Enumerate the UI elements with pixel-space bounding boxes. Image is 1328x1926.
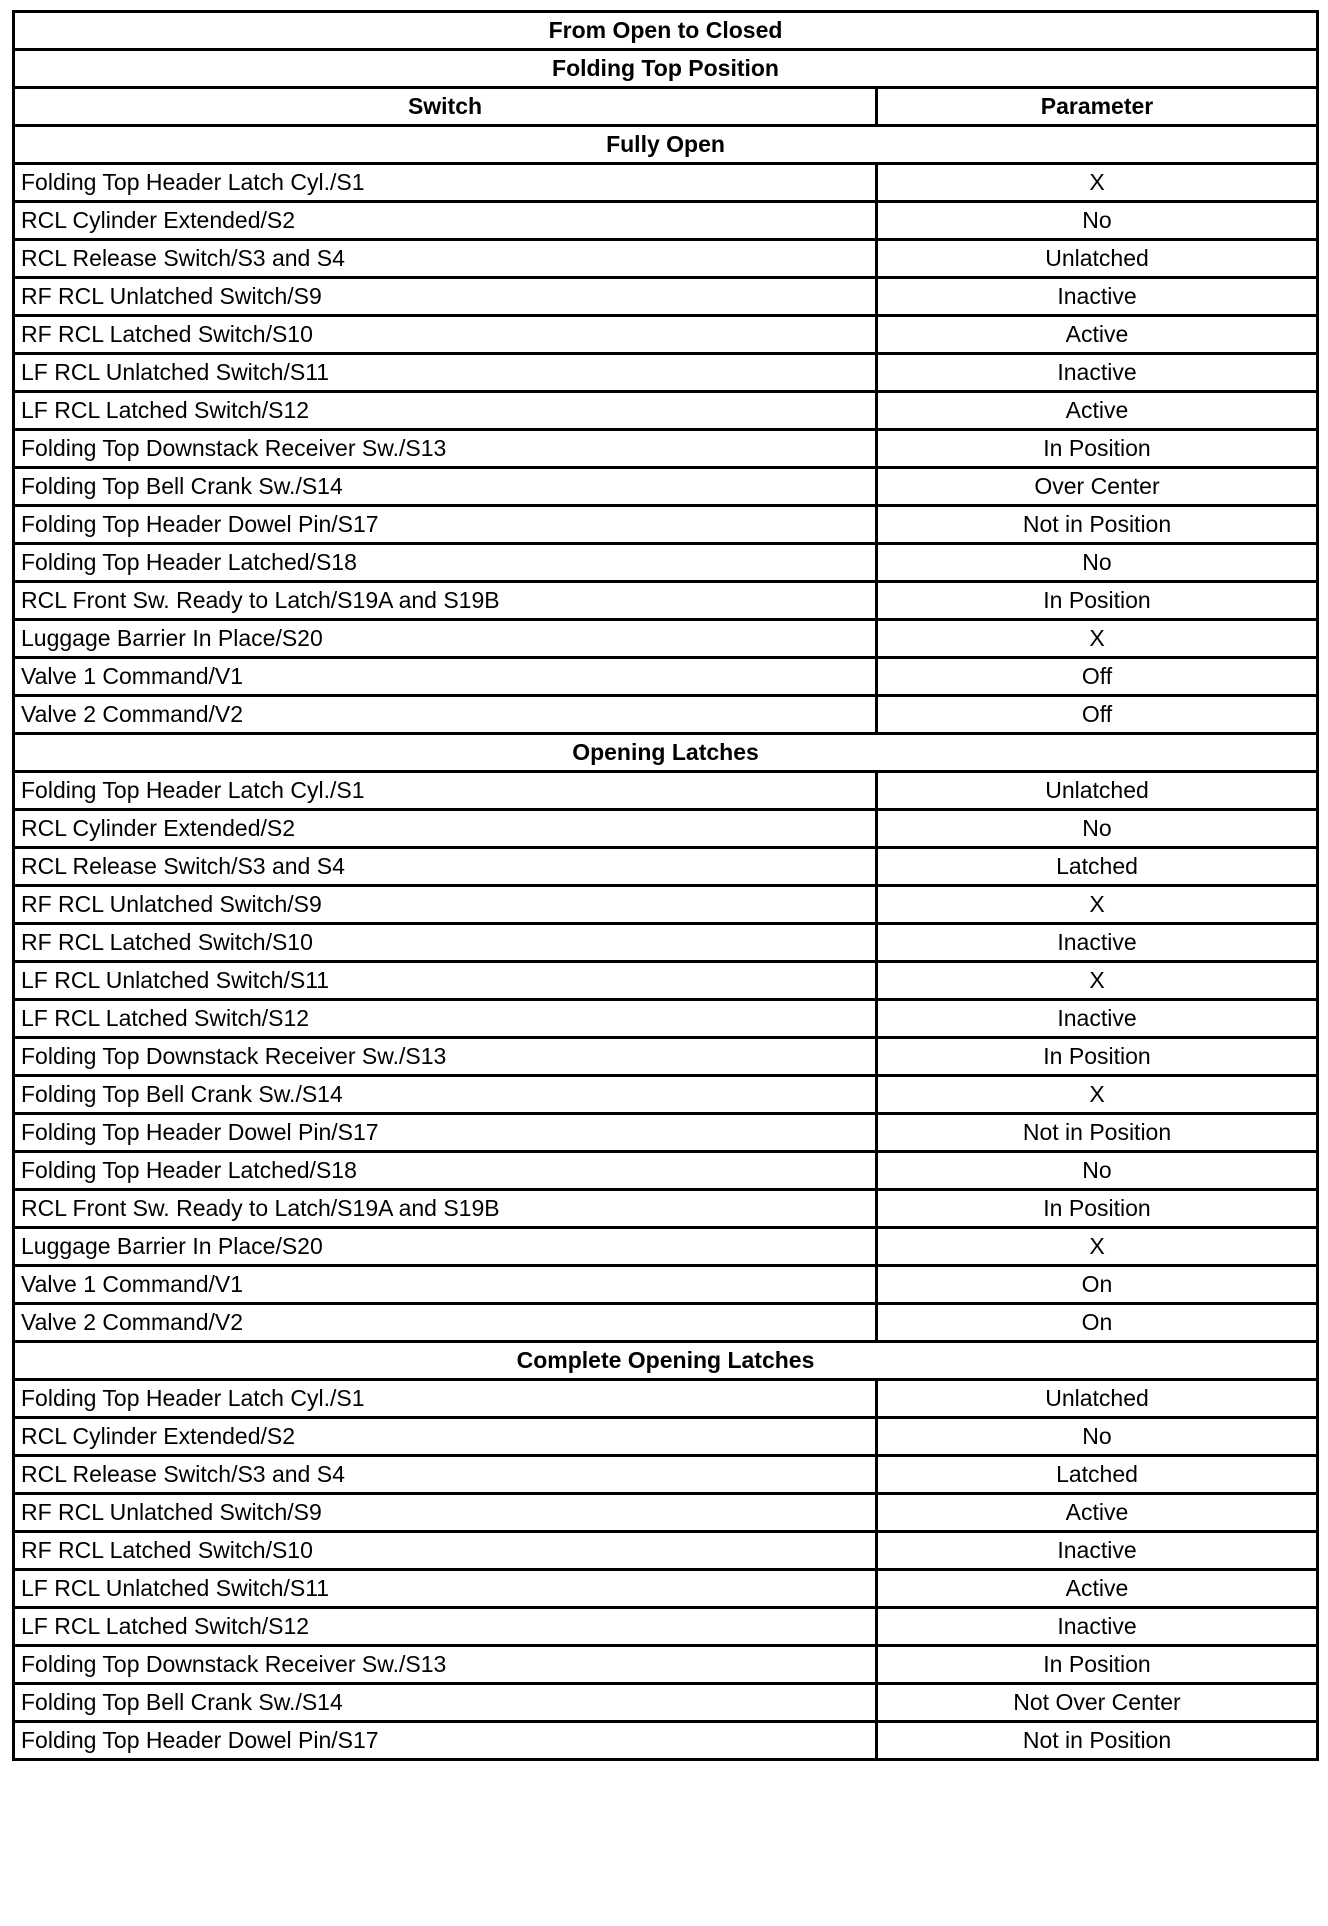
- parameter-cell: No: [877, 202, 1318, 240]
- switch-cell: RCL Cylinder Extended/S2: [14, 202, 877, 240]
- parameter-cell: X: [877, 886, 1318, 924]
- parameter-cell: Latched: [877, 848, 1318, 886]
- parameter-cell: Inactive: [877, 278, 1318, 316]
- parameter-cell: X: [877, 962, 1318, 1000]
- table-row: [14, 278, 1318, 316]
- table-row: [14, 544, 1318, 582]
- parameter-cell: Off: [877, 658, 1318, 696]
- table-row: [14, 354, 1318, 392]
- table-row: [14, 430, 1318, 468]
- switch-cell: Folding Top Header Latch Cyl./S1: [14, 164, 877, 202]
- switch-cell: Valve 1 Command/V1: [14, 1266, 877, 1304]
- parameter-cell: Inactive: [877, 1532, 1318, 1570]
- switch-cell: LF RCL Unlatched Switch/S11: [14, 962, 877, 1000]
- switch-cell: Valve 2 Command/V2: [14, 696, 877, 734]
- table-row: [14, 886, 1318, 924]
- switch-cell: RCL Release Switch/S3 and S4: [14, 240, 877, 278]
- column-header-switch: Switch: [14, 88, 877, 126]
- parameter-cell: Active: [877, 392, 1318, 430]
- switch-cell: Luggage Barrier In Place/S20: [14, 620, 877, 658]
- parameter-cell: No: [877, 810, 1318, 848]
- section-heading-row: [14, 1342, 1318, 1380]
- column-header-parameter: Parameter: [877, 88, 1318, 126]
- table-row: [14, 848, 1318, 886]
- switch-cell: Folding Top Header Latched/S18: [14, 1152, 877, 1190]
- table-row: [14, 1494, 1318, 1532]
- table-subtitle: Folding Top Position: [14, 50, 1318, 88]
- table-row: [14, 1646, 1318, 1684]
- parameter-cell: X: [877, 1076, 1318, 1114]
- table-row: [14, 164, 1318, 202]
- switch-cell: Folding Top Downstack Receiver Sw./S13: [14, 430, 877, 468]
- parameter-cell: X: [877, 620, 1318, 658]
- switch-cell: RCL Cylinder Extended/S2: [14, 1418, 877, 1456]
- table-title: From Open to Closed: [14, 12, 1318, 50]
- table-row: [14, 924, 1318, 962]
- parameter-cell: In Position: [877, 430, 1318, 468]
- title-row: [14, 12, 1318, 50]
- switch-cell: Folding Top Bell Crank Sw./S14: [14, 1076, 877, 1114]
- parameter-cell: X: [877, 164, 1318, 202]
- switch-cell: Folding Top Downstack Receiver Sw./S13: [14, 1038, 877, 1076]
- switch-cell: LF RCL Unlatched Switch/S11: [14, 354, 877, 392]
- parameter-cell: Not Over Center: [877, 1684, 1318, 1722]
- table-row: [14, 1304, 1318, 1342]
- table-row: [14, 1570, 1318, 1608]
- switch-cell: Luggage Barrier In Place/S20: [14, 1228, 877, 1266]
- switch-cell: Folding Top Header Latched/S18: [14, 544, 877, 582]
- table-row: [14, 696, 1318, 734]
- parameter-cell: In Position: [877, 582, 1318, 620]
- switch-cell: RF RCL Unlatched Switch/S9: [14, 1494, 877, 1532]
- table-row: [14, 658, 1318, 696]
- table-row: [14, 810, 1318, 848]
- switch-cell: Folding Top Bell Crank Sw./S14: [14, 468, 877, 506]
- parameter-cell: No: [877, 1152, 1318, 1190]
- switch-cell: RF RCL Latched Switch/S10: [14, 316, 877, 354]
- parameter-cell: Inactive: [877, 924, 1318, 962]
- switch-parameter-table: [12, 10, 1319, 1761]
- parameter-cell: Not in Position: [877, 1114, 1318, 1152]
- switch-cell: Folding Top Header Dowel Pin/S17: [14, 1722, 877, 1760]
- switch-cell: RCL Release Switch/S3 and S4: [14, 848, 877, 886]
- parameter-cell: X: [877, 1228, 1318, 1266]
- section-heading: Complete Opening Latches: [14, 1342, 1318, 1380]
- parameter-cell: No: [877, 544, 1318, 582]
- table-row: [14, 1456, 1318, 1494]
- parameter-cell: In Position: [877, 1038, 1318, 1076]
- parameter-cell: Active: [877, 1570, 1318, 1608]
- table-row: [14, 1418, 1318, 1456]
- switch-cell: LF RCL Latched Switch/S12: [14, 1000, 877, 1038]
- parameter-cell: Unlatched: [877, 772, 1318, 810]
- switch-cell: Folding Top Bell Crank Sw./S14: [14, 1684, 877, 1722]
- switch-cell: Folding Top Header Dowel Pin/S17: [14, 1114, 877, 1152]
- parameter-cell: Not in Position: [877, 506, 1318, 544]
- section-heading: Opening Latches: [14, 734, 1318, 772]
- table-row: [14, 506, 1318, 544]
- parameter-cell: Off: [877, 696, 1318, 734]
- parameter-cell: Unlatched: [877, 240, 1318, 278]
- switch-cell: Valve 2 Command/V2: [14, 1304, 877, 1342]
- table-row: [14, 392, 1318, 430]
- parameter-cell: Unlatched: [877, 1380, 1318, 1418]
- table-row: [14, 468, 1318, 506]
- parameter-cell: Inactive: [877, 1608, 1318, 1646]
- parameter-cell: Not in Position: [877, 1722, 1318, 1760]
- switch-cell: RF RCL Unlatched Switch/S9: [14, 886, 877, 924]
- section-heading-row: [14, 126, 1318, 164]
- table-row: [14, 1608, 1318, 1646]
- parameter-cell: Active: [877, 316, 1318, 354]
- switch-cell: RCL Front Sw. Ready to Latch/S19A and S19B: [14, 1190, 877, 1228]
- parameter-cell: Latched: [877, 1456, 1318, 1494]
- parameter-cell: On: [877, 1304, 1318, 1342]
- parameter-cell: Active: [877, 1494, 1318, 1532]
- switch-cell: LF RCL Latched Switch/S12: [14, 392, 877, 430]
- switch-cell: Folding Top Header Latch Cyl./S1: [14, 1380, 877, 1418]
- table-row: [14, 1684, 1318, 1722]
- table-row: [14, 962, 1318, 1000]
- column-header-row: [14, 88, 1318, 126]
- table-row: [14, 1266, 1318, 1304]
- table-row: [14, 772, 1318, 810]
- table-row: [14, 240, 1318, 278]
- switch-cell: RCL Front Sw. Ready to Latch/S19A and S19B: [14, 582, 877, 620]
- table-row: [14, 202, 1318, 240]
- switch-cell: Valve 1 Command/V1: [14, 658, 877, 696]
- parameter-cell: In Position: [877, 1646, 1318, 1684]
- table-body: [14, 126, 1318, 1760]
- switch-cell: LF RCL Unlatched Switch/S11: [14, 1570, 877, 1608]
- section-heading-row: [14, 734, 1318, 772]
- parameter-cell: In Position: [877, 1190, 1318, 1228]
- parameter-cell: Inactive: [877, 354, 1318, 392]
- section-heading: Fully Open: [14, 126, 1318, 164]
- switch-cell: Folding Top Header Dowel Pin/S17: [14, 506, 877, 544]
- switch-cell: RCL Release Switch/S3 and S4: [14, 1456, 877, 1494]
- table-row: [14, 316, 1318, 354]
- parameter-cell: On: [877, 1266, 1318, 1304]
- table-row: [14, 1228, 1318, 1266]
- switch-cell: RF RCL Latched Switch/S10: [14, 1532, 877, 1570]
- table-row: [14, 1380, 1318, 1418]
- switch-cell: Folding Top Downstack Receiver Sw./S13: [14, 1646, 877, 1684]
- table-row: [14, 1038, 1318, 1076]
- parameter-cell: Over Center: [877, 468, 1318, 506]
- table-row: [14, 582, 1318, 620]
- table-row: [14, 620, 1318, 658]
- switch-cell: RF RCL Latched Switch/S10: [14, 924, 877, 962]
- table-row: [14, 1532, 1318, 1570]
- table-row: [14, 1114, 1318, 1152]
- table-row: [14, 1190, 1318, 1228]
- switch-cell: RCL Cylinder Extended/S2: [14, 810, 877, 848]
- switch-parameter-document: [12, 10, 1316, 1761]
- parameter-cell: Inactive: [877, 1000, 1318, 1038]
- table-row: [14, 1722, 1318, 1760]
- switch-cell: Folding Top Header Latch Cyl./S1: [14, 772, 877, 810]
- switch-cell: RF RCL Unlatched Switch/S9: [14, 278, 877, 316]
- switch-cell: LF RCL Latched Switch/S12: [14, 1608, 877, 1646]
- table-row: [14, 1152, 1318, 1190]
- subtitle-row: [14, 50, 1318, 88]
- table-row: [14, 1076, 1318, 1114]
- parameter-cell: No: [877, 1418, 1318, 1456]
- table-row: [14, 1000, 1318, 1038]
